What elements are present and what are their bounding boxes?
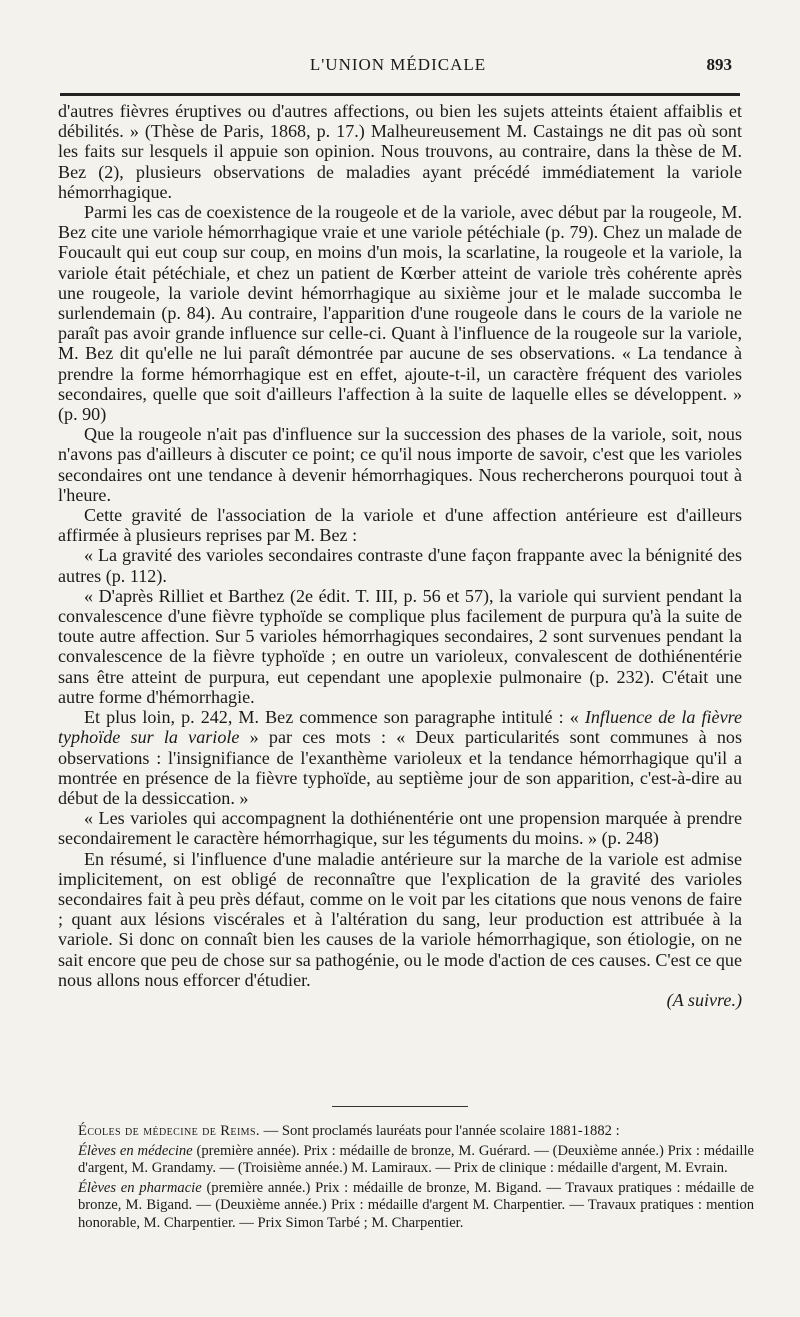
header-rule [60,93,740,96]
notice-pharmacy [78,1180,754,1233]
quote-3: « Les varioles qui accompagnent la dothiénentérie ont une propension marquée à prendre secondairement le caractère hémorrhagique, sur les téguments du moins. » (p. 248) [58,808,742,849]
medicine-label: Élèves en médecine [78,1142,193,1159]
notice-intro [78,1123,754,1141]
section-divider [332,1106,468,1107]
running-head: L'UNION MÉDICALE [309,55,487,74]
notice-medicine [78,1143,754,1178]
paragraph-7-after: » par ces mots : « Deux particularités sont communes à nos observations : l'insignifiance de l'exanthème varioleux et la tendance hémorrhagique qu'il a montrée en présence de la fièvre typhoïde, au septième jour de son apparition, c'est-à-dire au début de la dessiccation. » [58,727,743,808]
paragraph-9: En résumé, si l'influence d'une maladie antérieure sur la marche de la variole est admise implicitement, on est obligé de reconnaître que l'explication de la gravité des varioles secondaires fait à peu près défaut, comme on le voit par les citations que nous venons de faire ; quant aux lésions viscérales et à l'altération du sang, leur production est attribuée à la variole. Si donc on connaît bien les causes de la variole hémorrhagique, son étiologie, on ne sait encore que peu de chose sur sa pathogénie, ou le mode d'action de ces causes. C'est ce que nous allons nous efforcer d'étudier. [58,848,742,990]
paragraph-4: Cette gravité de l'association de la variole et d'une affection antérieure est d'ailleurs affirmée à plusieurs reprises par M. Bez : [58,505,742,546]
paragraph-7-title: Influence de la fièvre typhoïde sur la variole [58,707,742,748]
quote-2: « D'après Rilliet et Barthez (2e édit. T. III, p. 56 et 57), la variole qui survient pendant la convalescence d'une fièvre typhoïde se complique plus facilement de purpura qu'à la suite de toute autre affection. Sur 5 varioles hémorrhagiques secondaires, 2 sont survenues pendant la convalescence de la fièvre typhoïde ; en outre un varioleux, convalescent de dothiénentérie sans être atteint de purpura, eut cependant une apoplexie pulmonaire (p. 232). C'était une autre forme d'hémorrhagie. [58,585,742,707]
paragraph-3: Que la rougeole n'ait pas d'influence sur la succession des phases de la variole, soit, nous n'avons pas d'ailleurs à discuter ce point; ce qu'il nous importe de savoir, c'est que les varioles secondaires ont une tendance à devenir hémorrhagiques. Nous rechercherons pourquoi tout à l'heure. [58,424,742,505]
quote-1: « La gravité des varioles secondaires contraste d'une façon frappante avec la bénignité des autres (p. 112). [58,545,742,586]
medicine-text: (première année). Prix : médaille de bronze, M. Guérard. — (Deuxième année.) Prix : médaille d'argent, M. Grandamy. — (Troisième année.) M. Lamiraux. — Prix de clinique : médaille d'argent, M. Evrain. [78,1142,755,1177]
page-header [60,55,736,83]
paragraph-2: Parmi les cas de coexistence de la rougeole et de la variole, avec début par la rougeole, M. Bez cite une variole hémorrhagique vraie et une variole pétéchiale (p. 79). Chez un malade de Foucault qui eut coup sur coup, en moins d'un mois, la scarlatine, la rougeole et la variole, la variole était pétéchiale, et chez un patient de Kœrber atteint de variole très cohérente après une rougeole, la variole devint hémorrhagique au sixième jour et le malade succomba le surlendemain (p. 84). Au contraire, l'apparition d'une rougeole dans le cours de la variole ne paraît pas avoir grande influence sur celle-ci. Quant à l'influence de la rougeole sur la variole, M. Bez dit qu'elle ne lui paraît démontrée par aucune de ses observations. « La tendance à prendre la forme hémorrhagique est en effet, ajoute-t-il, un caractère fréquent des varioles secondaires, quelle que soit d'ailleurs l'affection à la suite de laquelle elles se développent. » (p. 90) [58,202,742,425]
paragraph-1: d'autres fièvres éruptives ou d'autres affections, ou bien les sujets atteints étaient affaiblis et débilités. » (Thèse de Paris, 1868, p. 17.) Malheureusement M. Castaings ne dit pas où sont les faits sur lesquels il appuie son opinion. Nous trouvons, au contraire, dans la thèse de M. Bez (2), plusieurs observations de maladies ayant précédé immédiatement la variole hémorrhagique. [58,101,742,202]
paragraph-7 [58,707,742,808]
notice-intro-text: — Sont proclamés lauréats pour l'année scolaire 1881-1882 : [259,1123,620,1139]
sign-off [58,990,742,1010]
article-body [58,101,742,1010]
pharmacy-label: Élèves en pharmacie [78,1179,202,1196]
notice-heading: Écoles de médecine de Reims. [78,1123,260,1139]
sign-off-text: (A suivre.) [666,989,742,1010]
notice-section [78,1123,754,1235]
page-number: 893 [706,55,732,74]
pharmacy-text: (première année.) Prix : médaille de bronze, M. Bigand. — Travaux pratiques : médaille de bronze, M. Bigand. — (Deuxième année.) Prix : médaille d'argent M. Charpentier. — Travaux pratiques : mention honorable, M. Charpentier. — Prix Simon Tarbé ; M. Charpentier. [78,1179,754,1231]
paragraph-7-before: Et plus loin, p. 242, M. Bez commence son paragraphe intitulé : « [84,707,585,728]
